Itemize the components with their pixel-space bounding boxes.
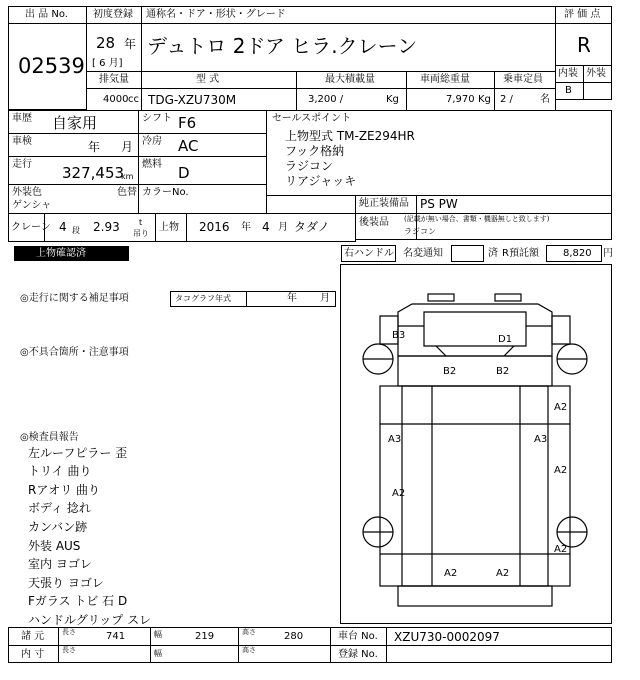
fuel-value: D: [178, 164, 190, 182]
spec-header-load: 最大積載量: [325, 74, 375, 85]
tacho-year: 年: [287, 293, 297, 304]
capacity: 2 /: [500, 94, 513, 105]
reg-label: 登録 No.: [338, 649, 378, 660]
aftermarket-value: ラジコン: [404, 227, 436, 236]
reg-year-unit: 年: [124, 37, 137, 51]
spec-header-gross: 車両総重量: [420, 74, 470, 85]
dims-label: 諸 元: [21, 631, 45, 642]
name-change-box: [451, 245, 484, 262]
damage-mark: A2: [496, 568, 510, 579]
genuine-label: 純正装備品: [359, 198, 409, 209]
damage-mark: A2: [554, 544, 568, 555]
damage-mark: A3: [534, 434, 548, 445]
mileage-unit: km: [121, 172, 134, 181]
height-label: 高さ: [242, 628, 256, 636]
steering-value: 右ハンドル: [344, 248, 394, 259]
body-maker: タダノ: [294, 220, 330, 234]
confirm-label: 上物確認済: [36, 248, 86, 259]
width-value: 219: [195, 631, 215, 642]
sales-point-item: 上物型式 TM-ZE294HR: [285, 129, 415, 143]
inspection-year: 年: [88, 140, 101, 154]
int-height-label: 高さ: [242, 646, 256, 654]
inspector-item: 天張り ヨゴレ: [28, 576, 104, 590]
color-label: 外装色: [12, 187, 42, 198]
inspector-item: ボディ 捻れ: [28, 501, 91, 515]
recycle-label: R預託額: [502, 248, 539, 259]
color-code-label: カラーNo.: [142, 187, 189, 198]
name-change-label: 名変通知: [403, 248, 443, 259]
model-code: TDG-XZU730M: [148, 93, 237, 107]
vehicle-name: デュトロ 2ドア ヒラ.クレーン: [147, 34, 418, 58]
inspector-item: 外装 AUS: [28, 539, 81, 553]
aftermarket-note: (記載が無い場合、書類・機器無しと致します): [404, 215, 550, 223]
recycle-unit: 円: [603, 248, 613, 259]
ac-value: AC: [178, 137, 199, 155]
max-load-unit: Kg: [386, 94, 399, 105]
body-year: 2016: [199, 220, 230, 234]
inspector-item: ハンドルグリップ スレ: [28, 613, 152, 627]
sales-point-item: ラジコン: [285, 159, 334, 173]
defects-label: ◎不具合箇所・注意事項: [20, 347, 129, 358]
inspector-item: Rアオリ 曲り: [28, 483, 101, 497]
damage-mark: A2: [554, 465, 568, 476]
interior-dims-label: 内 寸: [21, 649, 45, 660]
mileage-label: 走行: [12, 159, 32, 170]
int-width-label: 幅: [154, 649, 162, 658]
crane-tons: 2.93: [93, 220, 120, 234]
spec-header-capacity: 乗車定員: [503, 74, 543, 85]
body-year-unit: 年: [241, 222, 251, 233]
damage-mark: B3: [392, 330, 406, 341]
lot-label: 出 品 No.: [25, 9, 68, 20]
length-value: 741: [106, 631, 126, 642]
aftermarket-label: 後装品: [359, 217, 389, 228]
crane-tons-unit-sub: 吊り: [133, 229, 149, 238]
inspection-label: 車検: [12, 136, 32, 147]
sales-point-item: リアジャッキ: [285, 174, 357, 188]
chassis-label: 車台 No.: [338, 631, 378, 642]
interior-grade: B: [565, 85, 572, 96]
length-label: 長さ: [62, 628, 76, 636]
crane-stages: 4: [59, 220, 67, 234]
interior-label: 内装: [558, 68, 578, 79]
lot-number: 02539: [18, 54, 85, 78]
spec-header-model: 型 式: [196, 74, 220, 85]
int-length-label: 長さ: [62, 646, 76, 654]
exterior-label: 外装: [586, 68, 606, 79]
supplement-label: ◎走行に関する補足事項: [20, 293, 129, 304]
inspection-month: 月: [121, 140, 134, 154]
fuel-label: 燃料: [142, 159, 162, 170]
shift-value: F6: [178, 114, 197, 132]
reg-year: 28: [96, 34, 116, 52]
grade-label: 評 価 点: [564, 9, 601, 20]
spec-header-displacement: 排気量: [99, 74, 129, 85]
body-label: 上物: [159, 222, 179, 233]
inspector-item: 左ルーフピラー 歪: [28, 446, 128, 460]
gross-weight-unit: Kg: [478, 94, 491, 105]
tacho-month: 月: [320, 293, 330, 304]
reg-month: [ 6 月]: [92, 58, 123, 69]
crane-tons-unit: t: [139, 218, 143, 227]
sales-point-item: フック格納: [285, 144, 345, 158]
recycle-prefix: 済: [488, 248, 498, 259]
body-month: 4: [262, 220, 270, 234]
grade-value: R: [577, 33, 591, 57]
inspector-label: ◎検査員報告: [20, 432, 79, 443]
width-label: 幅: [154, 630, 162, 639]
gross-weight: 7,970: [446, 94, 475, 105]
body-month-unit: 月: [278, 222, 288, 233]
ac-label: 冷房: [142, 136, 162, 147]
sales-points-label: セールスポイント: [272, 113, 352, 124]
max-load: 3,200 /: [308, 94, 344, 105]
damage-mark: B2: [443, 366, 457, 377]
damage-mark: A3: [388, 434, 402, 445]
height-value: 280: [284, 631, 304, 642]
damage-mark: A2: [392, 488, 406, 499]
usage-value: 自家用: [52, 114, 98, 132]
damage-mark: B2: [496, 366, 510, 377]
damage-mark: A2: [554, 402, 568, 413]
damage-mark: D1: [498, 334, 513, 345]
recycle-value: 8,820: [563, 248, 592, 259]
capacity-unit: 名: [540, 94, 550, 105]
displacement-value: 4000: [103, 94, 129, 105]
inspector-item: Fガラス トビ 石 D: [28, 594, 128, 608]
damage-mark: A2: [444, 568, 458, 579]
tacho-label: タコグラフ年式: [175, 294, 231, 303]
mileage-value: 327,453: [62, 164, 125, 182]
color-no-label: 色替: [117, 187, 137, 198]
chassis-value: XZU730-0002097: [394, 630, 500, 644]
truck-damage-diagram: [340, 264, 612, 624]
genuine-value: PS PW: [420, 197, 458, 211]
shift-label: シフト: [142, 113, 172, 124]
usage-label: 車歴: [12, 113, 32, 124]
crane-label: クレーン: [11, 222, 51, 233]
inspector-item: 室内 ヨゴレ: [28, 557, 92, 571]
displacement-unit: cc: [128, 94, 139, 105]
inspector-item: トリイ 曲り: [28, 464, 92, 478]
model-label: 通称名・ドア・形状・グレード: [146, 9, 286, 20]
first-reg-label: 初度登録: [93, 9, 133, 20]
inspector-item: カンバン跡: [28, 520, 88, 534]
crane-stages-unit: 段: [72, 226, 80, 235]
color-value: ゲンシャ: [12, 200, 52, 211]
